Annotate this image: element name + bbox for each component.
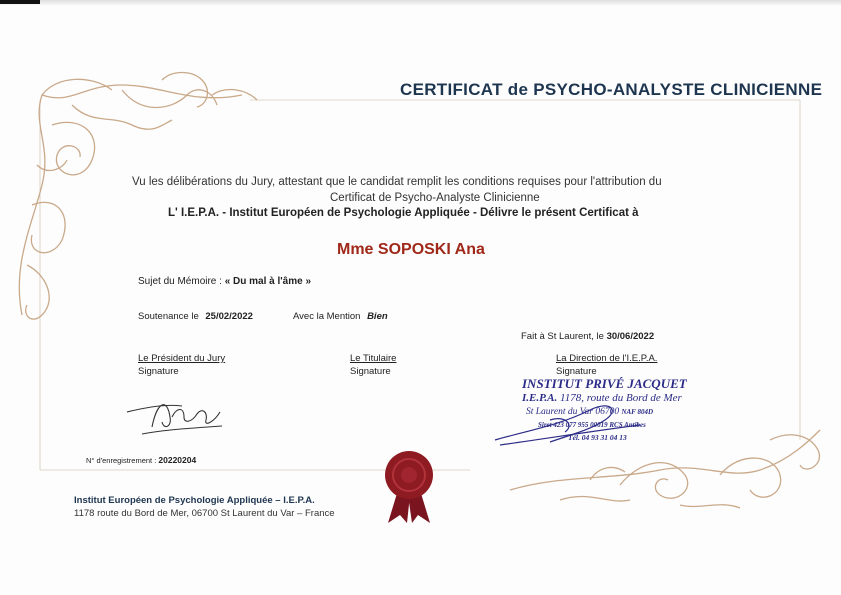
president-label: Le Président du Jury	[138, 353, 226, 364]
registration-row	[86, 455, 196, 465]
direction-label: La Direction de l'I.E.P.A.	[556, 353, 658, 364]
stamp-address: 1178, route du Bord de Mer	[560, 392, 682, 404]
registration-number: 20220204	[158, 455, 197, 465]
certificate-title: CERTIFICAT de PSYCHO-ANALYSTE CLINICIENNE	[400, 80, 823, 99]
subject-label: Sujet du Mémoire :	[138, 276, 222, 287]
stamp-acronym: I.E.P.A.	[522, 392, 558, 404]
defense-row	[138, 311, 253, 322]
direction-signature	[490, 380, 670, 460]
president-signature-label: Signature	[138, 366, 179, 377]
stamp-line-5: Tél. 04 93 31 04 13	[568, 433, 627, 442]
footer-institute-name: Institut Européen de Psychologie Appliquée – I.E.P.A.	[74, 495, 315, 506]
defense-date: 25/02/2022	[205, 311, 253, 322]
mention-value: Bien	[367, 311, 388, 322]
stamp-line-4: Siret 423 077 955 00019 RCS Antibes	[538, 421, 646, 429]
issued-label: Fait à St Laurent, le	[521, 331, 604, 342]
subject-row	[138, 276, 311, 287]
holder-signature-label: Signature	[350, 366, 391, 377]
mention-row	[293, 311, 388, 322]
defense-label: Soutenance le	[138, 311, 199, 322]
stamp-line-1: INSTITUT PRIVÉ JACQUET	[522, 376, 687, 391]
corner-ornament-top-left	[12, 65, 272, 335]
mention-label: Avec la Mention	[293, 311, 361, 322]
holder-label: Le Titulaire	[350, 353, 397, 364]
stamp-naf: NAF 804D	[621, 408, 654, 416]
registration-label: N° d'enregistrement :	[86, 456, 157, 465]
direction-signature-label: Signature	[556, 366, 597, 377]
recipient-name: Mme SOPOSKI Ana	[337, 241, 485, 258]
president-signature	[122, 392, 232, 442]
wax-seal-icon	[380, 445, 440, 525]
issued-date: 30/06/2022	[606, 331, 655, 342]
stamp-city: St Laurent du Var 06700	[526, 407, 620, 417]
intro-line-1: Vu les délibérations du Jury, attestant que le candidat remplit les conditions requises pour l'attribution du	[132, 176, 662, 188]
subject-value: « Du mal à l'âme »	[224, 276, 312, 287]
footer-address: 1178 route du Bord de Mer, 06700 St Laurent du Var – France	[74, 508, 335, 519]
intro-line-3: L' I.E.P.A. - Institut Européen de Psychologie Appliquée - Délivre le présent Certificat à	[168, 207, 639, 219]
issued-row	[521, 331, 654, 342]
intro-line-2: Certificat de Psycho-Analyste Clinicienne	[330, 192, 540, 204]
